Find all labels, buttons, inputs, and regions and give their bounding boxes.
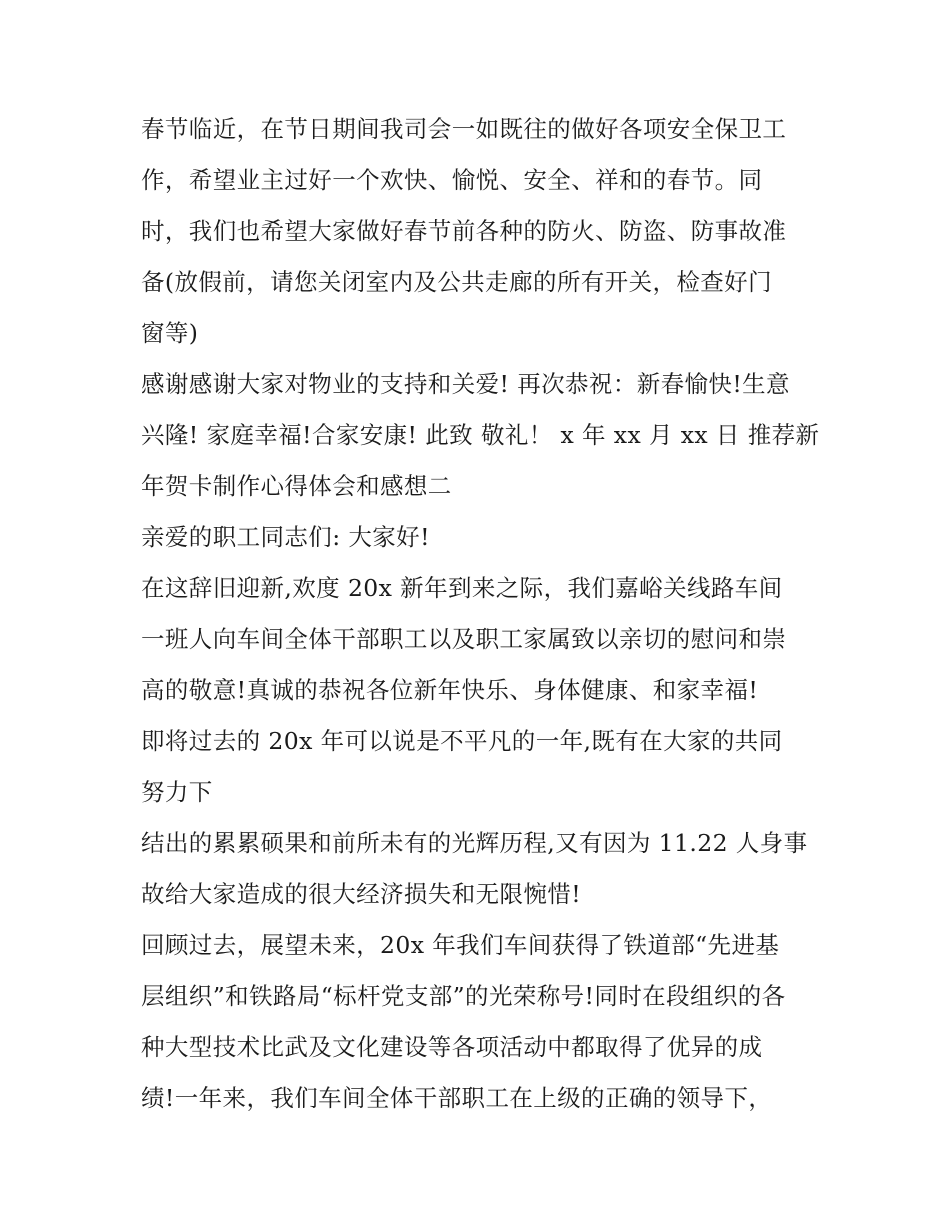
text-line: 在这辞旧迎新,欢度 20x 新年到来之际，我们嘉峪关线路车间 <box>141 574 783 602</box>
text-line: 感谢感谢大家对物业的支持和关爱! 再次恭祝：新春愉快!生意 <box>141 370 790 398</box>
text-line: 即将过去的 20x 年可以说是不平凡的一年,既有在大家的共同 <box>141 727 783 755</box>
text-line: 备(放假前，请您关闭室内及公共走廊的所有开关，检查好门 <box>141 268 772 296</box>
text-line: 亲爱的职工同志们: 大家好! <box>141 523 430 551</box>
text-line: 窗等) <box>141 319 199 347</box>
text-line: 种大型技术比武及文化建设等各项活动中都取得了优异的成 <box>141 1033 763 1061</box>
text-line: 绩!一年来，我们车间全体干部职工在上级的正确的领导下， <box>141 1084 773 1112</box>
text-line: 作，希望业主过好一个欢快、愉悦、安全、祥和的春节。同 <box>141 166 763 194</box>
text-line: 高的敬意!真诚的恭祝各位新年快乐、身体健康、和家幸福! <box>141 676 759 704</box>
text-line: 努力下 <box>141 778 213 806</box>
text-line: 层组织”和铁路局“标杆党支部”的光荣称号!同时在段组织的各 <box>141 982 786 1010</box>
document-body <box>141 104 821 1124</box>
text-line: 一班人向车间全体干部职工以及职工家属致以亲切的慰问和崇 <box>141 625 787 653</box>
text-line: 春节临近，在节日期间我司会一如既往的做好各项安全保卫工 <box>141 115 787 143</box>
text-line: 故给大家造成的很大经济损失和无限惋惜! <box>141 880 582 908</box>
text-line: 时，我们也希望大家做好春节前各种的防火、防盗、防事故准 <box>141 217 787 245</box>
text-line: 年贺卡制作心得体会和感想二 <box>141 472 452 500</box>
text-line: 回顾过去，展望未来，20x 年我们车间获得了铁道部“先进基 <box>141 931 780 959</box>
text-line: 结出的累累硕果和前所未有的光辉历程,又有因为 11.22 人身事 <box>141 829 808 857</box>
text-line: 兴隆! 家庭幸福!合家安康! 此致 敬礼！ x 年 xx 月 xx 日 推荐新 <box>141 421 820 449</box>
